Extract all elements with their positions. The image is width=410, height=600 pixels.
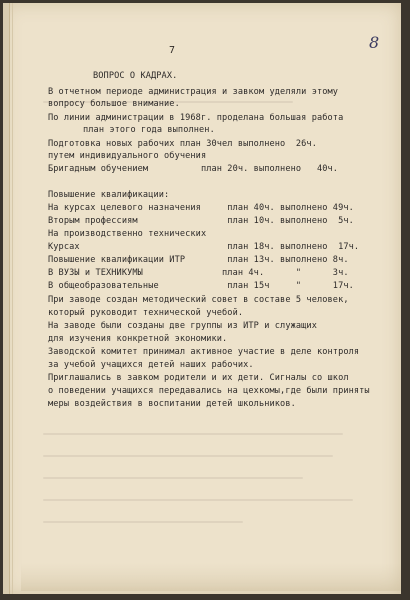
- bleed-through-mark: [43, 433, 343, 435]
- text-line: На заводе были созданы две группы из ИТР и служащих: [48, 321, 317, 331]
- bleed-through-mark: [43, 499, 353, 501]
- text-line: Подготовка новых рабочих план 30чел выполнено 26ч.: [48, 139, 317, 149]
- handwritten-page-number: 8: [369, 33, 380, 52]
- margin-rule: [12, 3, 13, 594]
- table-line: Вторым профессиям план 10ч. выполнено 5ч.: [48, 216, 354, 226]
- text-line: вопросу большое внимание.: [48, 99, 180, 109]
- paper-stain: [21, 563, 401, 591]
- bleed-through-mark: [43, 477, 303, 479]
- text-line: путем индивидуального обучения: [48, 151, 207, 161]
- text-line: Бригадным обучением план 20ч. выполнено 40ч.: [48, 164, 339, 174]
- table-line: В общеобразовательные план 15ч " 17ч.: [48, 281, 354, 291]
- section-heading: ВОПРОС О КАДРАХ.: [93, 71, 178, 81]
- text-line: для изучения конкретной экономики.: [48, 334, 228, 344]
- section-subheading: Повышение квалификации:: [48, 190, 170, 200]
- text-line: о поведении учащихся передавались на цехкомы,где были приняты: [48, 386, 370, 396]
- text-line: По линии администрации в 1968г. проделана большая работа: [48, 113, 344, 123]
- binding-strip: [3, 3, 10, 594]
- text-line: меры воздействия в воспитании детей школьников.: [48, 399, 296, 409]
- bleed-through-mark: [43, 521, 243, 523]
- document-page: [3, 3, 401, 594]
- table-line: Повышение квалификации ИТР план 13ч. выполнено 8ч.: [48, 255, 349, 265]
- page-number: 7: [169, 45, 176, 56]
- text-line: Приглашались в завком родители и их дети. Сигналы со школ: [48, 373, 349, 383]
- table-line: На производственно технических: [48, 229, 207, 239]
- table-line: В ВУЗЫ и ТЕХНИКУМЫ план 4ч. " 3ч.: [48, 268, 349, 278]
- table-line: На курсах целевого назначения план 40ч. выполнено 49ч.: [48, 203, 354, 213]
- text-line: план этого года выполнен.: [83, 125, 215, 135]
- text-line: При заводе создан методический совет в составе 5 человек,: [48, 295, 349, 305]
- bleed-through-mark: [43, 455, 333, 457]
- text-line: В отчетном периоде администрация и завком уделяли этому: [48, 87, 339, 97]
- table-line: Курсах план 18ч. выполнено 17ч.: [48, 242, 360, 252]
- text-line: который руководит технической учебой.: [48, 308, 244, 318]
- text-line: Заводской комитет принимал активное участие в деле контроля: [48, 347, 360, 357]
- text-line: за учебой учащихся детей наших рабочих.: [48, 360, 254, 370]
